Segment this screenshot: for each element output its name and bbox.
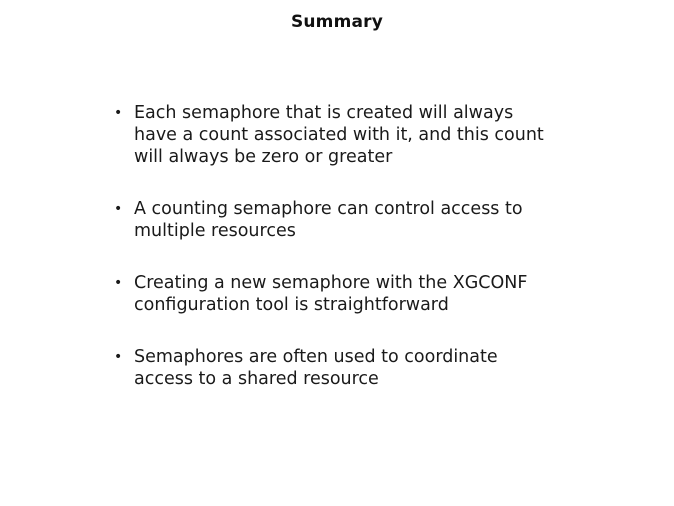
bullet-text: Creating a new semaphore with the XGCONF configuration tool is straightforward [134,273,528,315]
bullet-dot-icon: • [114,349,123,365]
bullet-item [114,102,614,168]
bullet-item [114,272,614,316]
bullet-item [114,346,614,390]
bullet-text: A counting semaphore can control access to multiple resources [134,199,523,241]
bullet-dot-icon: • [114,275,123,291]
bullet-list [114,102,614,420]
bullet-item [114,198,614,242]
bullet-dot-icon: • [114,201,123,217]
bullet-text: Semaphores are often used to coordinate access to a shared resource [134,347,498,389]
bullet-text: Each semaphore that is created will always have a count associated with it, and this count will always be zero or greater [134,103,544,167]
bullet-dot-icon: • [114,105,123,121]
slide-title: Summary [290,12,384,32]
